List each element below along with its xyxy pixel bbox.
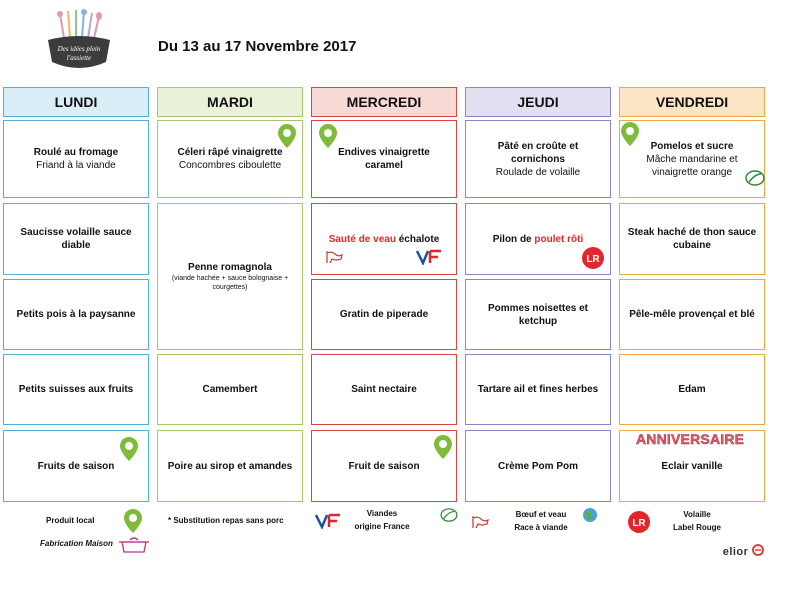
brand-swirl-icon [752, 544, 764, 556]
menu-cell-mardi-dessert [157, 430, 303, 502]
legend-volaille-label-rouge [668, 508, 726, 534]
legend-viandes-origine [352, 507, 412, 533]
menu-cell-mercredi-accompagnement [311, 279, 457, 350]
menu-cell-jeudi-laitage [465, 354, 611, 425]
dish-name: Céleri râpé vinaigrette [177, 147, 283, 158]
dish-name: Endives vinaigrette caramel [338, 147, 430, 171]
dish-name: Pommes noisettes et ketchup [487, 302, 589, 327]
dish-name: Fruit de saison [348, 460, 420, 472]
label-rouge-icon-text: LR [586, 254, 600, 265]
dish-alternative: Mâche mandarine et vinaigrette orange [646, 153, 738, 178]
menu-cell-jeudi-accompagnement [465, 279, 611, 350]
legend-leaf-icon [440, 508, 458, 522]
dish-name-rest: échalote [395, 233, 440, 245]
dish-name: Pêle-mêle provençal et blé [629, 309, 755, 320]
menu-cell-vendredi-entree [619, 120, 765, 198]
menu-cell-jeudi-entree [465, 120, 611, 198]
logo-text-bottom: l'assiette [66, 54, 92, 62]
legend-volaille-line1: Volaille [683, 510, 711, 519]
week-date-title: Du 13 au 17 Novembre 2017 [158, 38, 357, 55]
anniversaire-banner: ANNIVERSAIRE [636, 431, 745, 447]
dish-name [493, 233, 584, 246]
legend-boeuf-line1: Bœuf et veau [515, 510, 567, 519]
legend-viandes-line2: origine France [354, 522, 410, 531]
brand-name: elior [722, 546, 749, 558]
legend-volaille-line2: Label Rouge [672, 523, 721, 532]
legend-fabrication-maison: Fabrication Maison [40, 539, 113, 548]
dish-name: Steak haché de thon sauce cubaine [627, 227, 757, 251]
dish-name: Gratin de piperade [339, 309, 429, 320]
legend-viandes-france-icon [315, 513, 341, 529]
local-product-pin-icon [278, 124, 296, 148]
dish-name: Saucisse volaille sauce diable [20, 227, 132, 251]
dish-name [329, 233, 440, 246]
menu-cell-mercredi-laitage [311, 354, 457, 425]
dish-name: Pomelos et sucre [650, 140, 734, 152]
local-product-pin-icon [434, 435, 452, 459]
label-rouge-icon [580, 246, 606, 270]
legend-substitution: * Substitution repas sans porc [168, 516, 284, 525]
menu-cell-lundi-entree [3, 120, 149, 198]
dish-name: Eclair vanille [661, 460, 723, 472]
menu-cell-mardi-laitage [157, 354, 303, 425]
menu-cell-vendredi-accompagnement [619, 279, 765, 350]
cooking-pot-icon [118, 536, 150, 554]
dish-name: Roulé au fromage [33, 147, 119, 158]
legend-cow-breed-icon [472, 514, 490, 530]
dish-name: Pâté en croûte et cornichons [497, 140, 579, 165]
legend-boeuf-veau [506, 508, 576, 534]
legend-label-rouge-icon [626, 510, 652, 534]
restaurant-logo [44, 8, 114, 74]
legend-pin-icon [124, 509, 142, 533]
dish-name: Crème Pom Pom [497, 460, 579, 472]
leaf-icon [745, 170, 765, 186]
menu-cell-lundi-plat [3, 203, 149, 275]
viandes-france-icon [416, 249, 442, 265]
dish-description: (viande hachée + sauce bolognaise + courgettes) [171, 275, 289, 291]
menu-cell-vendredi-laitage [619, 354, 765, 425]
dish-name: Poire au sirop et amandes [167, 460, 293, 472]
cow-breed-icon [326, 249, 344, 265]
menu-cell-jeudi-dessert [465, 430, 611, 502]
dish-name: Penne romagnola [188, 262, 272, 273]
menu-cell-vendredi-plat [619, 203, 765, 275]
dish-name: Saint nectaire [351, 384, 417, 395]
dish-name-highlight: Sauté de veau [328, 233, 396, 245]
local-product-pin-icon [319, 124, 337, 148]
menu-cell-mardi-plat [157, 203, 303, 350]
dish-name-rest: Pilon de [492, 233, 535, 245]
day-header-vendredi: VENDREDI [619, 87, 765, 117]
local-product-pin-icon [621, 122, 639, 146]
menu-cell-lundi-accompagnement [3, 279, 149, 350]
local-product-pin-icon [120, 437, 138, 461]
dish-name: Edam [678, 384, 706, 395]
day-header-mercredi: MERCREDI [311, 87, 457, 117]
legend-boeuf-line2: Race à viande [514, 523, 568, 532]
dish-name-highlight: poulet rôti [534, 233, 584, 245]
day-header-lundi: LUNDI [3, 87, 149, 117]
dish-alternative: Roulade de volaille [495, 166, 581, 178]
menu-cell-lundi-laitage [3, 354, 149, 425]
legend-produit-local: Produit local [46, 516, 95, 525]
logo-text-top: Des idées plein [57, 45, 101, 53]
dish-alternative: Friand à la viande [36, 160, 116, 171]
dish-name: Tartare ail et fines herbes [477, 384, 599, 395]
legend-label-rouge-icon-text: LR [632, 518, 646, 529]
dish-name: Petits pois à la paysanne [16, 309, 136, 320]
dish-name: Petits suisses aux fruits [18, 384, 134, 395]
day-header-mardi: MARDI [157, 87, 303, 117]
dish-name: Fruits de saison [37, 460, 115, 472]
day-header-jeudi: JEUDI [465, 87, 611, 117]
dish-alternative: Concombres ciboulette [178, 160, 282, 171]
globe-icon [582, 507, 598, 523]
brand-logo [723, 544, 764, 558]
legend-viandes-line1: Viandes [366, 509, 398, 518]
dish-name: Camembert [202, 384, 258, 395]
